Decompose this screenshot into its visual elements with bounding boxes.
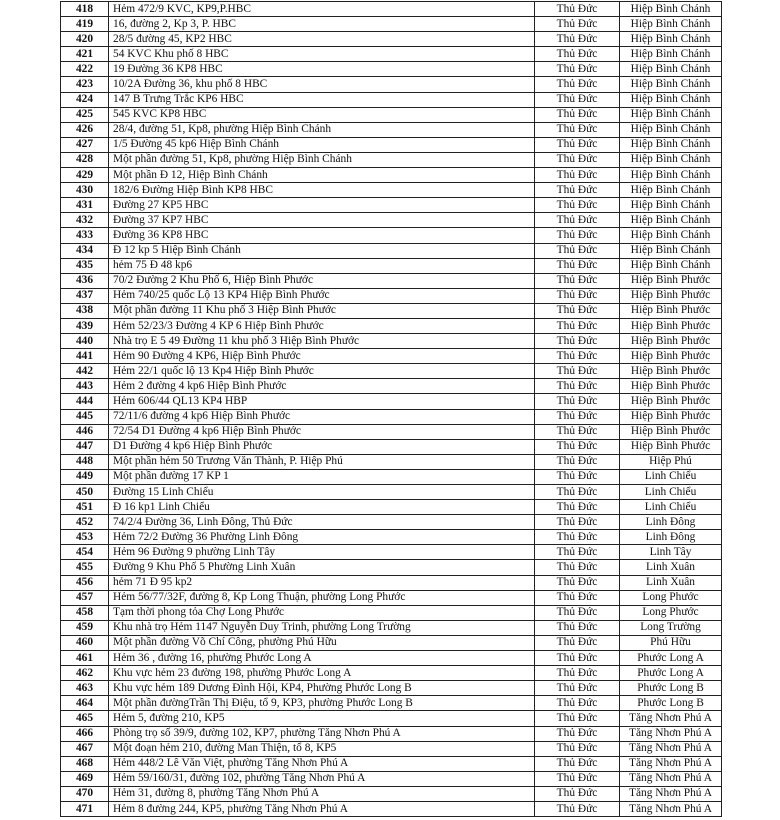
district-cell: Thủ Đức xyxy=(535,469,620,484)
address-cell: Đ 16 kp1 Linh Chiểu xyxy=(109,500,535,515)
district-cell: Thủ Đức xyxy=(535,152,620,167)
address-cell: Khu nhà trọ Hẻm 1147 Nguyễn Duy Trinh, phường Long Trường xyxy=(109,620,535,635)
row-number: 442 xyxy=(61,364,109,379)
district-cell: Thủ Đức xyxy=(535,575,620,590)
district-cell: Thủ Đức xyxy=(535,334,620,349)
row-number: 441 xyxy=(61,349,109,364)
row-number: 447 xyxy=(61,439,109,454)
district-cell: Thủ Đức xyxy=(535,168,620,183)
address-cell: 28/5 đường 45, KP2 HBC xyxy=(109,32,535,47)
ward-cell: Hiệp Bình Chánh xyxy=(620,243,722,258)
district-cell: Thủ Đức xyxy=(535,530,620,545)
row-number: 459 xyxy=(61,620,109,635)
district-cell: Thủ Đức xyxy=(535,500,620,515)
district-cell: Thủ Đức xyxy=(535,379,620,394)
district-cell: Thủ Đức xyxy=(535,666,620,681)
row-number: 426 xyxy=(61,122,109,137)
district-cell: Thủ Đức xyxy=(535,635,620,650)
table-row xyxy=(61,379,722,394)
row-number: 423 xyxy=(61,77,109,92)
row-number: 469 xyxy=(61,771,109,786)
table-row xyxy=(61,500,722,515)
address-cell: Hẻm 2 đường 4 kp6 Hiệp Bình Phước xyxy=(109,379,535,394)
ward-cell: Hiệp Bình Chánh xyxy=(620,122,722,137)
table-row xyxy=(61,364,722,379)
ward-cell: Hiệp Bình Chánh xyxy=(620,183,722,198)
table-row xyxy=(61,107,722,122)
district-cell: Thủ Đức xyxy=(535,424,620,439)
table-row xyxy=(61,726,722,741)
address-cell: Tạm thời phong tỏa Chợ Long Phước xyxy=(109,605,535,620)
table-row xyxy=(61,62,722,77)
ward-cell: Hiệp Bình Phước xyxy=(620,409,722,424)
district-cell: Thủ Đức xyxy=(535,183,620,198)
district-cell: Thủ Đức xyxy=(535,741,620,756)
district-cell: Thủ Đức xyxy=(535,409,620,424)
ward-cell: Linh Xuân xyxy=(620,560,722,575)
table-row xyxy=(61,258,722,273)
row-number: 454 xyxy=(61,545,109,560)
address-cell: 28/4, đường 51, Kp8, phường Hiệp Bình Chánh xyxy=(109,122,535,137)
table-row xyxy=(61,620,722,635)
row-number: 471 xyxy=(61,801,109,816)
address-cell: Hẻm 36 , đường 16, phường Phước Long A xyxy=(109,651,535,666)
ward-cell: Hiệp Bình Phước xyxy=(620,318,722,333)
table-row xyxy=(61,711,722,726)
row-number: 466 xyxy=(61,726,109,741)
ward-cell: Hiệp Bình Chánh xyxy=(620,198,722,213)
ward-cell: Phước Long A xyxy=(620,666,722,681)
address-cell: Hẻm 472/9 KVC, KP9,P.HBC xyxy=(109,2,535,17)
address-cell: Đường 36 KP8 HBC xyxy=(109,228,535,243)
row-number: 438 xyxy=(61,303,109,318)
address-cell: Khu vực hẻm 23 đường 198, phường Phước Long A xyxy=(109,666,535,681)
table-row xyxy=(61,681,722,696)
table-row xyxy=(61,454,722,469)
district-cell: Thủ Đức xyxy=(535,137,620,152)
table-row xyxy=(61,198,722,213)
district-cell: Thủ Đức xyxy=(535,620,620,635)
address-cell: 147 B Trưng Trắc KP6 HBC xyxy=(109,92,535,107)
table-row xyxy=(61,771,722,786)
row-number: 419 xyxy=(61,17,109,32)
ward-cell: Phước Long A xyxy=(620,651,722,666)
table-row xyxy=(61,303,722,318)
table-row xyxy=(61,469,722,484)
row-number: 468 xyxy=(61,756,109,771)
district-cell: Thủ Đức xyxy=(535,771,620,786)
district-cell: Thủ Đức xyxy=(535,439,620,454)
district-cell: Thủ Đức xyxy=(535,786,620,801)
ward-cell: Long Phước xyxy=(620,605,722,620)
ward-cell: Long Phước xyxy=(620,590,722,605)
row-number: 439 xyxy=(61,318,109,333)
table-row xyxy=(61,696,722,711)
table-row xyxy=(61,439,722,454)
ward-cell: Hiệp Bình Chánh xyxy=(620,258,722,273)
table-row xyxy=(61,394,722,409)
district-cell: Thủ Đức xyxy=(535,545,620,560)
address-cell: Đường 15 Linh Chiểu xyxy=(109,485,535,500)
address-cell: Một phần đường 51, Kp8, phường Hiệp Bình Chánh xyxy=(109,152,535,167)
table-row xyxy=(61,137,722,152)
table-row xyxy=(61,213,722,228)
ward-cell: Tăng Nhơn Phú A xyxy=(620,786,722,801)
district-cell: Thủ Đức xyxy=(535,515,620,530)
district-cell: Thủ Đức xyxy=(535,651,620,666)
row-number: 463 xyxy=(61,681,109,696)
address-cell: hẻm 75 Đ 48 kp6 xyxy=(109,258,535,273)
ward-cell: Hiệp Bình Chánh xyxy=(620,152,722,167)
address-cell: Hẻm 740/25 quốc Lộ 13 KP4 Hiệp Bình Phước xyxy=(109,288,535,303)
address-cell: Đường 37 KP7 HBC xyxy=(109,213,535,228)
table-row xyxy=(61,318,722,333)
table-row xyxy=(61,183,722,198)
ward-cell: Hiệp Bình Phước xyxy=(620,379,722,394)
ward-cell: Hiệp Bình Phước xyxy=(620,303,722,318)
ward-cell: Linh Chiểu xyxy=(620,500,722,515)
district-cell: Thủ Đức xyxy=(535,590,620,605)
district-cell: Thủ Đức xyxy=(535,47,620,62)
table-row xyxy=(61,741,722,756)
ward-cell: Tăng Nhơn Phú A xyxy=(620,801,722,816)
ward-cell: Hiệp Bình Chánh xyxy=(620,213,722,228)
ward-cell: Hiệp Bình Chánh xyxy=(620,17,722,32)
row-number: 437 xyxy=(61,288,109,303)
district-cell: Thủ Đức xyxy=(535,394,620,409)
row-number: 418 xyxy=(61,2,109,17)
district-cell: Thủ Đức xyxy=(535,726,620,741)
row-number: 457 xyxy=(61,590,109,605)
row-number: 420 xyxy=(61,32,109,47)
address-cell: Hẻm 96 Đường 9 phường Linh Tây xyxy=(109,545,535,560)
address-cell: Phòng trọ số 39/9, đường 102, KP7, phường Tăng Nhơn Phú A xyxy=(109,726,535,741)
ward-cell: Phú Hữu xyxy=(620,635,722,650)
ward-cell: Hiệp Bình Chánh xyxy=(620,92,722,107)
district-cell: Thủ Đức xyxy=(535,32,620,47)
district-cell: Thủ Đức xyxy=(535,349,620,364)
table-row xyxy=(61,122,722,137)
table-row xyxy=(61,243,722,258)
ward-cell: Tăng Nhơn Phú A xyxy=(620,711,722,726)
row-number: 433 xyxy=(61,228,109,243)
row-number: 429 xyxy=(61,168,109,183)
district-cell: Thủ Đức xyxy=(535,62,620,77)
district-cell: Thủ Đức xyxy=(535,243,620,258)
address-cell: 54 KVC Khu phố 8 HBC xyxy=(109,47,535,62)
address-cell: Đường 27 KP5 HBC xyxy=(109,198,535,213)
row-number: 465 xyxy=(61,711,109,726)
ward-cell: Hiệp Bình Phước xyxy=(620,394,722,409)
row-number: 460 xyxy=(61,635,109,650)
ward-cell: Hiệp Bình Chánh xyxy=(620,62,722,77)
row-number: 462 xyxy=(61,666,109,681)
row-number: 464 xyxy=(61,696,109,711)
row-number: 452 xyxy=(61,515,109,530)
table-row xyxy=(61,32,722,47)
table-row xyxy=(61,786,722,801)
row-number: 451 xyxy=(61,500,109,515)
table-row xyxy=(61,17,722,32)
district-cell: Thủ Đức xyxy=(535,801,620,816)
row-number: 470 xyxy=(61,786,109,801)
table-row xyxy=(61,666,722,681)
table-row xyxy=(61,515,722,530)
row-number: 453 xyxy=(61,530,109,545)
table-row xyxy=(61,334,722,349)
district-cell: Thủ Đức xyxy=(535,318,620,333)
row-number: 436 xyxy=(61,273,109,288)
district-cell: Thủ Đức xyxy=(535,288,620,303)
address-cell: 19 Đường 36 KP8 HBC xyxy=(109,62,535,77)
lockdown-area-table xyxy=(60,1,722,817)
address-cell: Một phần hẻm 50 Trương Văn Thành, P. Hiệp Phú xyxy=(109,454,535,469)
document-page xyxy=(60,1,722,817)
row-number: 461 xyxy=(61,651,109,666)
district-cell: Thủ Đức xyxy=(535,560,620,575)
ward-cell: Linh Chiểu xyxy=(620,485,722,500)
address-cell: Một phần đường 17 KP 1 xyxy=(109,469,535,484)
ward-cell: Linh Chiểu xyxy=(620,469,722,484)
address-cell: 1/5 Đường 45 kp6 Hiệp Bình Chánh xyxy=(109,137,535,152)
district-cell: Thủ Đức xyxy=(535,605,620,620)
row-number: 448 xyxy=(61,454,109,469)
address-cell: 72/54 D1 Đường 4 kp6 Hiệp Bình Phước xyxy=(109,424,535,439)
ward-cell: Hiệp Bình Phước xyxy=(620,273,722,288)
row-number: 432 xyxy=(61,213,109,228)
address-cell: 74/2/4 Đường 36, Linh Đông, Thủ Đức xyxy=(109,515,535,530)
row-number: 430 xyxy=(61,183,109,198)
ward-cell: Hiệp Bình Phước xyxy=(620,424,722,439)
table-row xyxy=(61,575,722,590)
row-number: 435 xyxy=(61,258,109,273)
ward-cell: Hiệp Bình Chánh xyxy=(620,228,722,243)
table-row xyxy=(61,288,722,303)
table-row xyxy=(61,605,722,620)
row-number: 446 xyxy=(61,424,109,439)
district-cell: Thủ Đức xyxy=(535,303,620,318)
ward-cell: Linh Xuân xyxy=(620,575,722,590)
ward-cell: Tăng Nhơn Phú A xyxy=(620,726,722,741)
district-cell: Thủ Đức xyxy=(535,122,620,137)
address-cell: Đường 9 Khu Phố 5 Phường Linh Xuân xyxy=(109,560,535,575)
ward-cell: Phước Long B xyxy=(620,696,722,711)
table-row xyxy=(61,756,722,771)
address-cell: Một phần Đ 12, Hiệp Bình Chánh xyxy=(109,168,535,183)
ward-cell: Hiệp Bình Phước xyxy=(620,364,722,379)
table-row xyxy=(61,273,722,288)
table-row xyxy=(61,485,722,500)
address-cell: 10/2A Đường 36, khu phố 8 HBC xyxy=(109,77,535,92)
address-cell: Hẻm 90 Đường 4 KP6, Hiệp Bình Phước xyxy=(109,349,535,364)
ward-cell: Hiệp Bình Chánh xyxy=(620,77,722,92)
address-cell: Đ 12 kp 5 Hiệp Bình Chánh xyxy=(109,243,535,258)
ward-cell: Hiệp Bình Phước xyxy=(620,439,722,454)
address-cell: 70/2 Đường 2 Khu Phố 6, Hiệp Bình Phước xyxy=(109,273,535,288)
address-cell: Hẻm 5, đường 210, KP5 xyxy=(109,711,535,726)
table-row xyxy=(61,349,722,364)
district-cell: Thủ Đức xyxy=(535,681,620,696)
table-row xyxy=(61,2,722,17)
district-cell: Thủ Đức xyxy=(535,258,620,273)
district-cell: Thủ Đức xyxy=(535,696,620,711)
row-number: 428 xyxy=(61,152,109,167)
ward-cell: Hiệp Bình Phước xyxy=(620,334,722,349)
row-number: 444 xyxy=(61,394,109,409)
row-number: 445 xyxy=(61,409,109,424)
ward-cell: Hiệp Bình Chánh xyxy=(620,47,722,62)
address-cell: Hẻm 59/160/31, đường 102, phường Tăng Nhơn Phú A xyxy=(109,771,535,786)
row-number: 425 xyxy=(61,107,109,122)
ward-cell: Hiệp Bình Chánh xyxy=(620,137,722,152)
ward-cell: Hiệp Bình Chánh xyxy=(620,2,722,17)
row-number: 467 xyxy=(61,741,109,756)
table-row xyxy=(61,168,722,183)
ward-cell: Hiệp Bình Phước xyxy=(620,288,722,303)
ward-cell: Long Trường xyxy=(620,620,722,635)
ward-cell: Linh Đông xyxy=(620,515,722,530)
address-cell: Hẻm 606/44 QL13 KP4 HBP xyxy=(109,394,535,409)
address-cell: 72/11/6 đường 4 kp6 Hiệp Bình Phước xyxy=(109,409,535,424)
row-number: 443 xyxy=(61,379,109,394)
address-cell: Nhà trọ E 5 49 Đường 11 khu phố 3 Hiệp Bình Phước xyxy=(109,334,535,349)
row-number: 422 xyxy=(61,62,109,77)
address-cell: Hẻm 22/1 quốc lộ 13 Kp4 Hiệp Bình Phước xyxy=(109,364,535,379)
district-cell: Thủ Đức xyxy=(535,198,620,213)
district-cell: Thủ Đức xyxy=(535,485,620,500)
address-cell: Một phần đường 11 Khu phố 3 Hiệp Bình Phước xyxy=(109,303,535,318)
ward-cell: Tăng Nhơn Phú A xyxy=(620,756,722,771)
row-number: 427 xyxy=(61,137,109,152)
address-cell: Hẻm 8 đường 244, KP5, phường Tăng Nhơn Phú A xyxy=(109,801,535,816)
table-row xyxy=(61,424,722,439)
row-number: 456 xyxy=(61,575,109,590)
address-cell: Một đoạn hẻm 210, đường Man Thiện, tổ 8, KP5 xyxy=(109,741,535,756)
district-cell: Thủ Đức xyxy=(535,213,620,228)
district-cell: Thủ Đức xyxy=(535,711,620,726)
district-cell: Thủ Đức xyxy=(535,107,620,122)
row-number: 440 xyxy=(61,334,109,349)
address-cell: Hẻm 448/2 Lê Văn Việt, phường Tăng Nhơn Phú A xyxy=(109,756,535,771)
district-cell: Thủ Đức xyxy=(535,273,620,288)
ward-cell: Phước Long B xyxy=(620,681,722,696)
table-row xyxy=(61,560,722,575)
ward-cell: Linh Tây xyxy=(620,545,722,560)
table-row xyxy=(61,590,722,605)
address-cell: Một phần đường Võ Chí Công, phường Phú Hữu xyxy=(109,635,535,650)
table-row xyxy=(61,530,722,545)
table-row xyxy=(61,545,722,560)
row-number: 458 xyxy=(61,605,109,620)
district-cell: Thủ Đức xyxy=(535,92,620,107)
district-cell: Thủ Đức xyxy=(535,228,620,243)
table-row xyxy=(61,801,722,816)
row-number: 431 xyxy=(61,198,109,213)
ward-cell: Linh Đông xyxy=(620,530,722,545)
address-cell: Một phần đườngTrần Thị Điệu, tổ 9, KP3, phường Phước Long B xyxy=(109,696,535,711)
table-row xyxy=(61,47,722,62)
row-number: 434 xyxy=(61,243,109,258)
ward-cell: Tăng Nhơn Phú A xyxy=(620,771,722,786)
table-body xyxy=(61,2,722,817)
address-cell: hẻm 71 Đ 95 kp2 xyxy=(109,575,535,590)
table-row xyxy=(61,651,722,666)
district-cell: Thủ Đức xyxy=(535,364,620,379)
district-cell: Thủ Đức xyxy=(535,77,620,92)
address-cell: Hẻm 72/2 Đường 36 Phường Linh Đông xyxy=(109,530,535,545)
address-cell: 545 KVC KP8 HBC xyxy=(109,107,535,122)
ward-cell: Hiệp Bình Chánh xyxy=(620,32,722,47)
table-row xyxy=(61,152,722,167)
address-cell: Hẻm 31, đường 8, phường Tăng Nhơn Phú A xyxy=(109,786,535,801)
address-cell: 182/6 Đường Hiệp Bình KP8 HBC xyxy=(109,183,535,198)
district-cell: Thủ Đức xyxy=(535,756,620,771)
ward-cell: Hiệp Bình Chánh xyxy=(620,107,722,122)
table-row xyxy=(61,228,722,243)
address-cell: 16, đường 2, Kp 3, P. HBC xyxy=(109,17,535,32)
table-row xyxy=(61,635,722,650)
table-row xyxy=(61,92,722,107)
ward-cell: Hiệp Bình Phước xyxy=(620,349,722,364)
address-cell: Khu vực hẻm 189 Dương Đình Hội, KP4, Phường Phước Long B xyxy=(109,681,535,696)
row-number: 421 xyxy=(61,47,109,62)
district-cell: Thủ Đức xyxy=(535,17,620,32)
address-cell: Hẻm 52/23/3 Đường 4 KP 6 Hiệp Bình Phước xyxy=(109,318,535,333)
row-number: 449 xyxy=(61,469,109,484)
row-number: 450 xyxy=(61,485,109,500)
ward-cell: Hiệp Phú xyxy=(620,454,722,469)
ward-cell: Tăng Nhơn Phú A xyxy=(620,741,722,756)
district-cell: Thủ Đức xyxy=(535,454,620,469)
table-row xyxy=(61,77,722,92)
row-number: 424 xyxy=(61,92,109,107)
district-cell: Thủ Đức xyxy=(535,2,620,17)
ward-cell: Hiệp Bình Chánh xyxy=(620,168,722,183)
row-number: 455 xyxy=(61,560,109,575)
address-cell: D1 Đường 4 kp6 Hiệp Bình Phước xyxy=(109,439,535,454)
address-cell: Hẻm 56/77/32F, đường 8, Kp Long Thuận, phường Long Phước xyxy=(109,590,535,605)
table-row xyxy=(61,409,722,424)
